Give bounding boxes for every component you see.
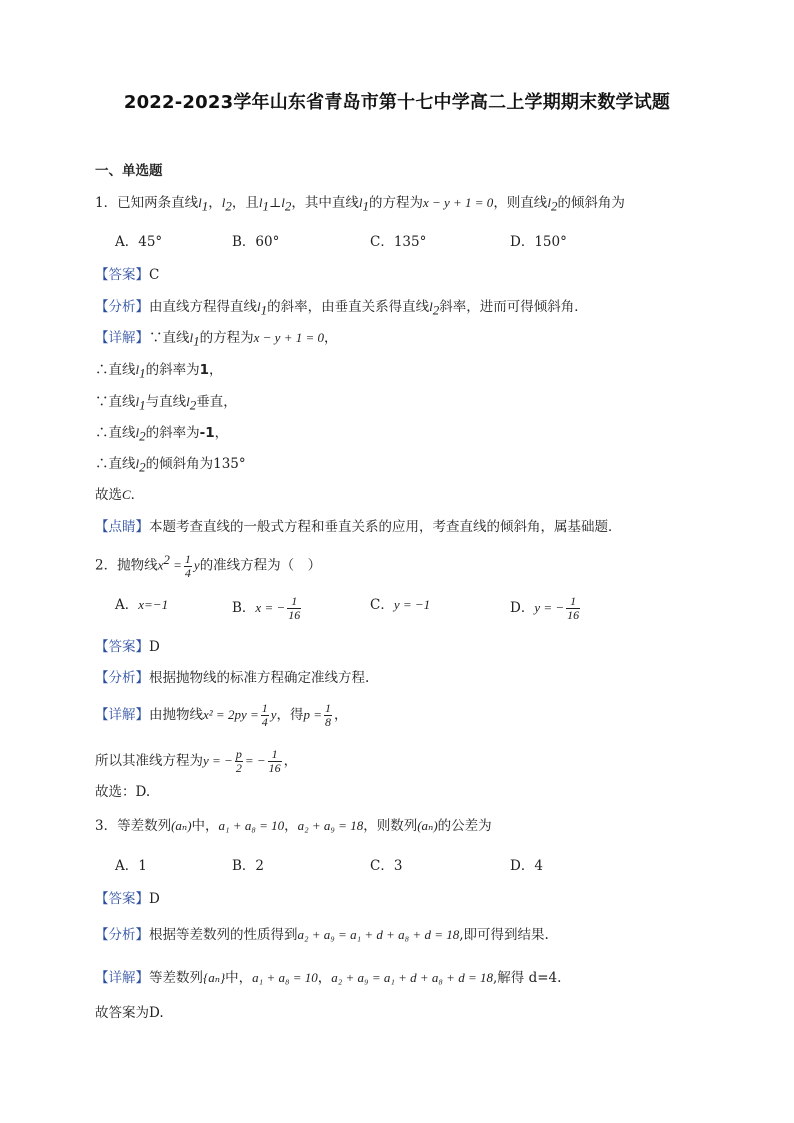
q2-conclusion: 故选：D. xyxy=(95,784,151,800)
q3-answer: 【答案】D xyxy=(95,891,160,907)
q1-detail-5: ∴直线$l_2$的倾斜角为135° xyxy=(95,456,246,475)
q3-conclusion: 故答案为D. xyxy=(95,1005,164,1021)
q1-analysis: 【分析】由直线方程得直线$l_1$的斜率，由垂直关系得直线$l_2$斜率，进而可得倾斜角． xyxy=(95,299,588,318)
q3-option-c: C．3 xyxy=(370,858,403,874)
q1-stem: 1．已知两条直线$l_1$，$l_2$，且$l_1\perp l_2$，其中直线$l_1$的方程为x − y + 1 = 0，则直线$l_2$的倾斜角为 xyxy=(95,195,625,214)
q1-option-b: B．60° xyxy=(232,234,280,250)
q3-option-b: B．2 xyxy=(232,858,265,874)
q2-answer: 【答案】D xyxy=(95,639,160,655)
q1-detail-4: ∴直线$l_2$的斜率为-1， xyxy=(95,425,229,444)
q1-option-c: C．135° xyxy=(370,234,427,250)
q3-option-d: D．4 xyxy=(510,858,543,874)
page-title: 2022-2023学年山东省青岛市第十七中学高二上学期期末数学试题 xyxy=(123,92,671,113)
q2-detail-2: 所以其准线方程为y = − $\frac{p}{2}$ = − $\frac{1}{16}$ ， xyxy=(95,747,298,775)
q1-option-d: D．150° xyxy=(510,234,567,250)
q2-stem: 2．抛物线$x^2$ = $\frac{1}{4}$ y的准线方程为（ ） xyxy=(95,551,322,580)
q1-conclusion: 故选C． xyxy=(95,487,145,503)
q1-detail-3: ∵直线$l_1$与直线$l_2$垂直， xyxy=(95,394,237,413)
q3-stem: 3．等差数列(aₙ)中，a₁ + a₈ = 10，a₂ + a₉ = 18，则数列(aₙ)的公差为 xyxy=(95,818,492,834)
q2-option-b: B．x = − $\frac{1}{16}$ xyxy=(232,594,301,622)
q1-answer: 【答案】C xyxy=(95,267,160,283)
q2-option-d: D．y = − $\frac{1}{16}$ xyxy=(510,594,580,622)
q2-stem-fraction: $\frac{1}{4}$ xyxy=(184,551,191,580)
q2-detail-1: 【详解】由抛物线x² = 2py = $\frac{1}{4}$ y，得p = $\frac{1}{8}$ ， xyxy=(95,701,348,729)
q2-option-c: C．y = −1 xyxy=(370,597,431,613)
q1-detail-1: 【详解】∵直线$l_1$的方程为x − y + 1 = 0， xyxy=(95,330,338,349)
q1-detail-2: ∴直线$l_1$的斜率为1， xyxy=(95,362,223,381)
q3-analysis: 【分析】根据等差数列的性质得到a₂ + a₉ = a₁ + d + a₈ + d = 18,即可得到结果. xyxy=(95,927,549,943)
q3-detail: 【详解】等差数列{aₙ}中，a₁ + a₈ = 10，a₂ + a₉ = a₁ + d + a₈ + d = 18,解得 d=4. xyxy=(95,970,562,986)
q3-option-a: A．1 xyxy=(115,858,147,874)
q1-comment: 【点睛】本题考查直线的一般式方程和垂直关系的应用，考查直线的倾斜角，属基础题． xyxy=(95,519,622,535)
q2-option-a: A．x=−1 xyxy=(115,597,169,613)
section-heading: 一、单选题 xyxy=(95,163,163,179)
q2-analysis: 【分析】根据抛物线的标准方程确定准线方程. xyxy=(95,670,370,686)
q1-option-a: A．45° xyxy=(115,234,163,250)
